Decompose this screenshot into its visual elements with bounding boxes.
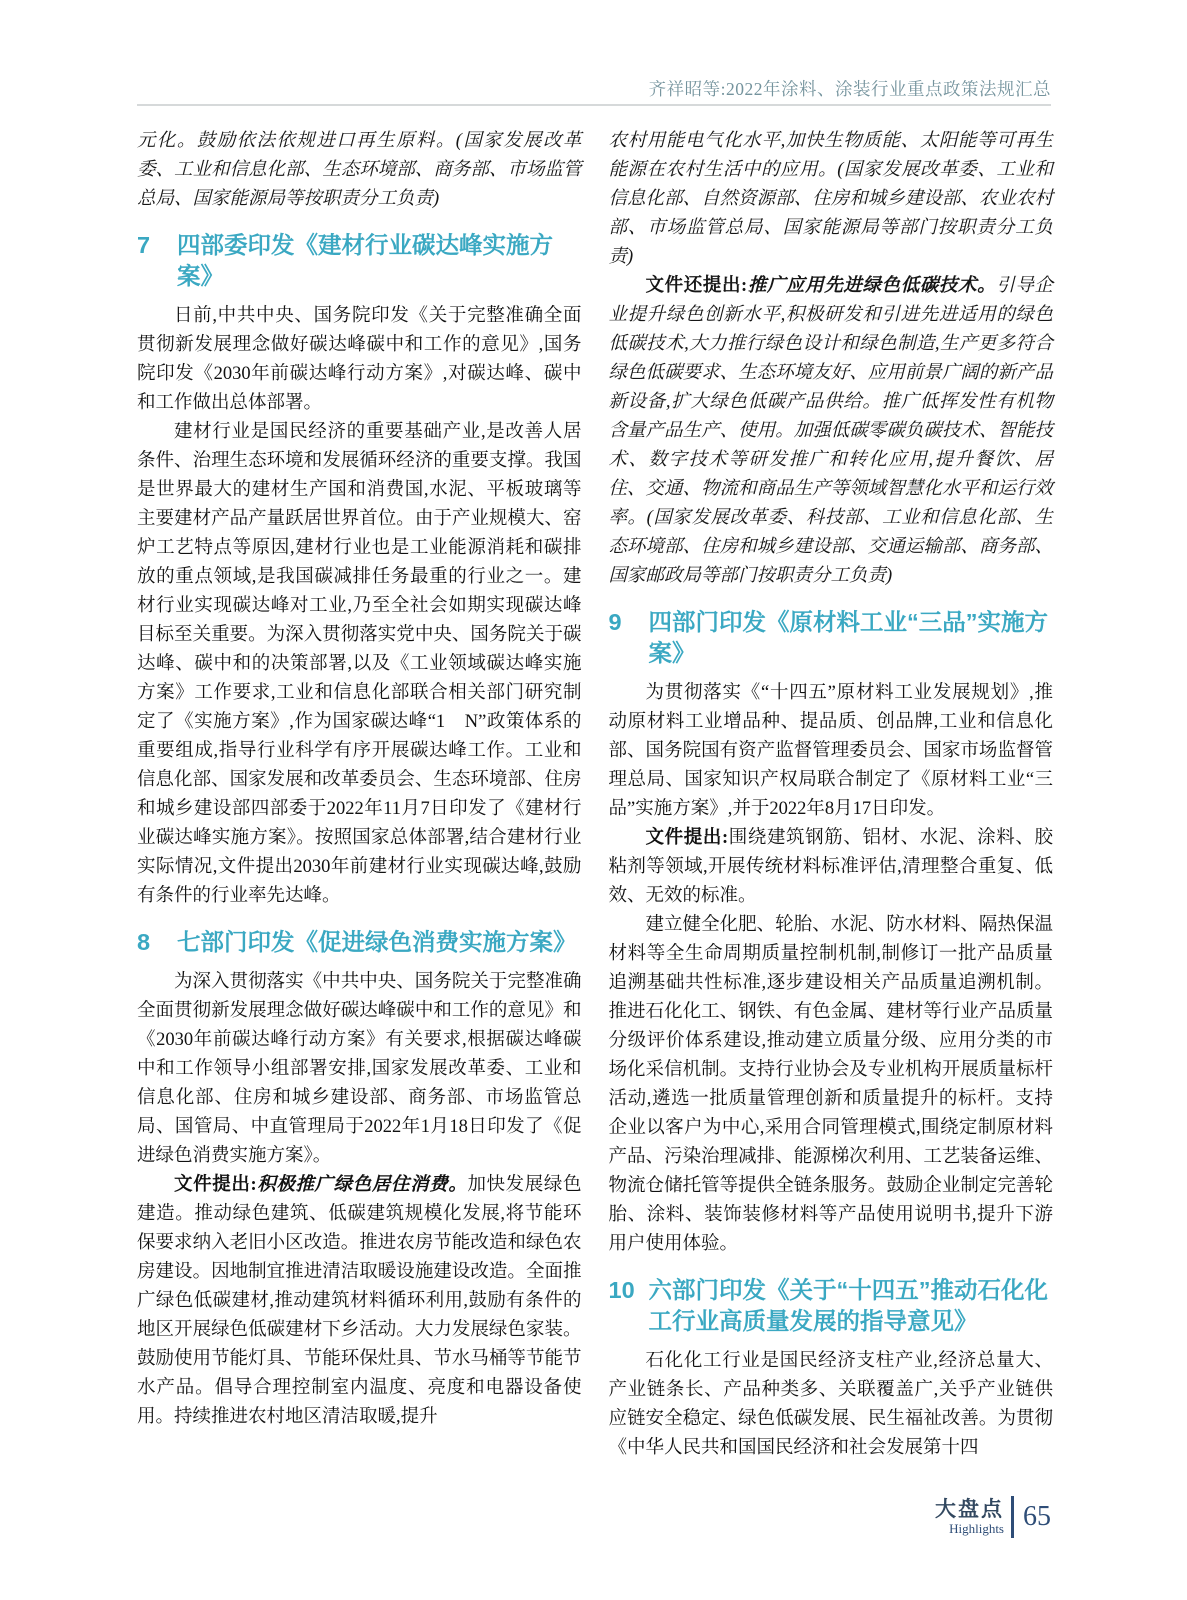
header-rule <box>137 104 1051 106</box>
paragraph: 建材行业是国民经济的重要基础产业,是改善人居条件、治理生态环境和发展循环经济的重要支撑。我国是世界最大的建材生产国和消费国,水泥、平板玻璃等主要建材产品产量跃居世界首位。由于产业规模大、窑炉工艺特点等原因,建材行业也是工业能源消耗和碳排放的重点领域,是我国碳减排任务最重的行业之一。建材行业实现碳达峰对工业,乃至全社会如期实现碳达峰目标至关重要。为深入贯彻落实党中央、国务院关于碳达峰、碳中和的决策部署,以及《工业领域碳达峰实施方案》工作要求,工业和信息化部联合相关部门研究制定了《实施方案》,作为国家碳达峰“1 N”政策体系的重要组成,指导行业科学有序开展碳达峰工作。工业和信息化部、国家发展和改革委员会、生态环境部、住房和城乡建设部四部委于2022年11月7日印发了《建材行业碳达峰实施方案》。按照国家总体部署,结合建材行业实际情况,文件提出2030年前建材行业实现碳达峰,鼓励有条件的行业率先达峰。 <box>137 422 582 906</box>
section-heading <box>137 927 582 958</box>
paragraph: 文件还提出:推广应用先进绿色低碳技术。引导企业提升绿色创新水平,积极研发和引进先进适用的绿色低碳技术,大力推行绿色设计和绿色制造,生产更多符合绿色低碳要求、生态环境友好、应用前景广阔的新产品新设备,扩大绿色低碳产品供给。推广低挥发性有机物含量产品生产、使用。加强低碳零碳负碳技术、智能技术、数字技术等研发推广和转化应用,提升餐饮、居住、交通、物流和商品生产等领域智慧化水平和运行效率。(国家发展改革委、科技部、工业和信息化部、生态环境部、住房和城乡建设部、交通运输部、商务部、国家邮政局等部门按职责分工负责) <box>608 276 1053 586</box>
section-title: 六部门印发《关于“十四五”推动石化化工行业高质量发展的指导意见》 <box>648 1277 1048 1334</box>
page-footer <box>935 1496 1051 1538</box>
paragraph: 日前,中共中央、国务院印发《关于完整准确全面贯彻新发展理念做好碳达峰碳中和工作的意见》,国务院印发《2030年前碳达峰行动方案》,对碳达峰、碳中和工作做出总体部署。 <box>137 306 582 413</box>
paragraph-lead: 文件提出: <box>174 1175 257 1195</box>
running-header: 齐祥昭等:2022年涂料、涂装行业重点政策法规汇总 <box>648 79 1051 99</box>
paragraph-lead: 文件还提出: <box>645 276 748 296</box>
paragraph: 石化化工行业是国民经济支柱产业,经济总量大、产业链条长、产品种类多、关联覆盖广,关乎产业链供应链安全稳定、绿色低碳发展、民生福祉改善。为贯彻《中华人民共和国国民经济和社会发展第十四 <box>608 1351 1053 1458</box>
section-title: 四部门印发《原材料工业“三品”实施方案》 <box>648 609 1048 666</box>
paragraph: 为贯彻落实《“十四五”原材料工业发展规划》,推动原材料工业增品种、提品质、创品牌,工业和信息化部、国务院国有资产监督管理委员会、国家市场监督管理总局、国家知识产权局联合制定了《原材料工业“三品”实施方案》,并于2022年8月17日印发。 <box>608 683 1053 819</box>
paragraph: 文件提出:围绕建筑钢筋、铝材、水泥、涂料、胶粘剂等领域,开展传统材料标准评估,清理整合重复、低效、无效的标准。 <box>608 828 1053 906</box>
paragraph: 为深入贯彻落实《中共中央、国务院关于完整准确全面贯彻新发展理念做好碳达峰碳中和工作的意见》和《2030年前碳达峰行动方案》有关要求,根据碳达峰碳中和工作领导小组部署安排,国家发展改革委、工业和信息化部、住房和城乡建设部、商务部、市场监管总局、国管局、中直管理局于2022年1月18日印发了《促进绿色消费实施方案》。 <box>137 972 582 1166</box>
footer-section-name-en: Highlights <box>949 1521 1004 1536</box>
section-number: 8 <box>137 929 151 955</box>
left-column <box>137 127 582 1463</box>
footer-section-name-cn: 大盘点 <box>935 1498 1004 1521</box>
right-column <box>609 127 1054 1463</box>
paragraph: 元化。鼓励依法依规进口再生原料。(国家发展改革委、工业和信息化部、生态环境部、商务部、市场监管总局、国家能源局等按职责分工负责) <box>137 131 582 209</box>
paragraph-emphasis: 积极推广绿色居住消费。 <box>256 1175 468 1195</box>
paragraph-lead: 文件提出: <box>645 828 729 848</box>
section-number: 7 <box>137 232 151 258</box>
section-title: 四部委印发《建材行业碳达峰实施方案》 <box>177 232 553 289</box>
section-heading <box>137 230 582 292</box>
section-title: 七部门印发《促进绿色消费实施方案》 <box>177 929 577 955</box>
section-heading <box>609 607 1054 669</box>
section-number: 10 <box>608 1277 635 1303</box>
section-number: 9 <box>608 609 622 635</box>
paragraph: 建立健全化肥、轮胎、水泥、防水材料、隔热保温材料等全生命周期质量控制机制,制修订一批产品质量追溯基础共性标准,逐步建设相关产品质量追溯机制。推进石化化工、钢铁、有色金属、建材等行业产品质量分级评价体系建设,推动建立质量分级、应用分类的市场化采信机制。支持行业协会及专业机构开展质量标杆活动,遴选一批质量管理创新和质量提升的标杆。支持企业以客户为中心,采用合同管理模式,围绕定制原材料产品、污染治理减排、能源梯次利用、工艺装备运维、物流仓储托管等提供全链条服务。鼓励企业制定完善轮胎、涂料、装饰装修材料等产品使用说明书,提升下游用户使用体验。 <box>608 915 1053 1254</box>
paragraph-emphasis: 推广应用先进绿色低碳技术。 <box>747 276 997 296</box>
paragraph: 农村用能电气化水平,加快生物质能、太阳能等可再生能源在农村生活中的应用。(国家发展改革委、工业和信息化部、自然资源部、住房和城乡建设部、农业农村部、市场监管总局、国家能源局等部门按职责分工负责) <box>608 131 1053 267</box>
article-body <box>137 127 1053 1463</box>
page-number: 65 <box>1023 1501 1051 1532</box>
section-heading <box>609 1275 1054 1337</box>
footer-section-label <box>935 1498 1004 1536</box>
footer-divider-bar <box>1011 1496 1014 1538</box>
paragraph: 文件提出:积极推广绿色居住消费。加快发展绿色建造。推动绿色建筑、低碳建筑规模化发展,将节能环保要求纳入老旧小区改造。推进农房节能改造和绿色农房建设。因地制宜推进清洁取暖设施建设改造。全面推广绿色低碳建材,推动建筑材料循环利用,鼓励有条件的地区开展绿色低碳建材下乡活动。大力发展绿色家装。鼓励使用节能灯具、节能环保灶具、节水马桶等节能节水产品。倡导合理控制室内温度、亮度和电器设备使用。持续推进农村地区清洁取暖,提升 <box>137 1175 582 1427</box>
